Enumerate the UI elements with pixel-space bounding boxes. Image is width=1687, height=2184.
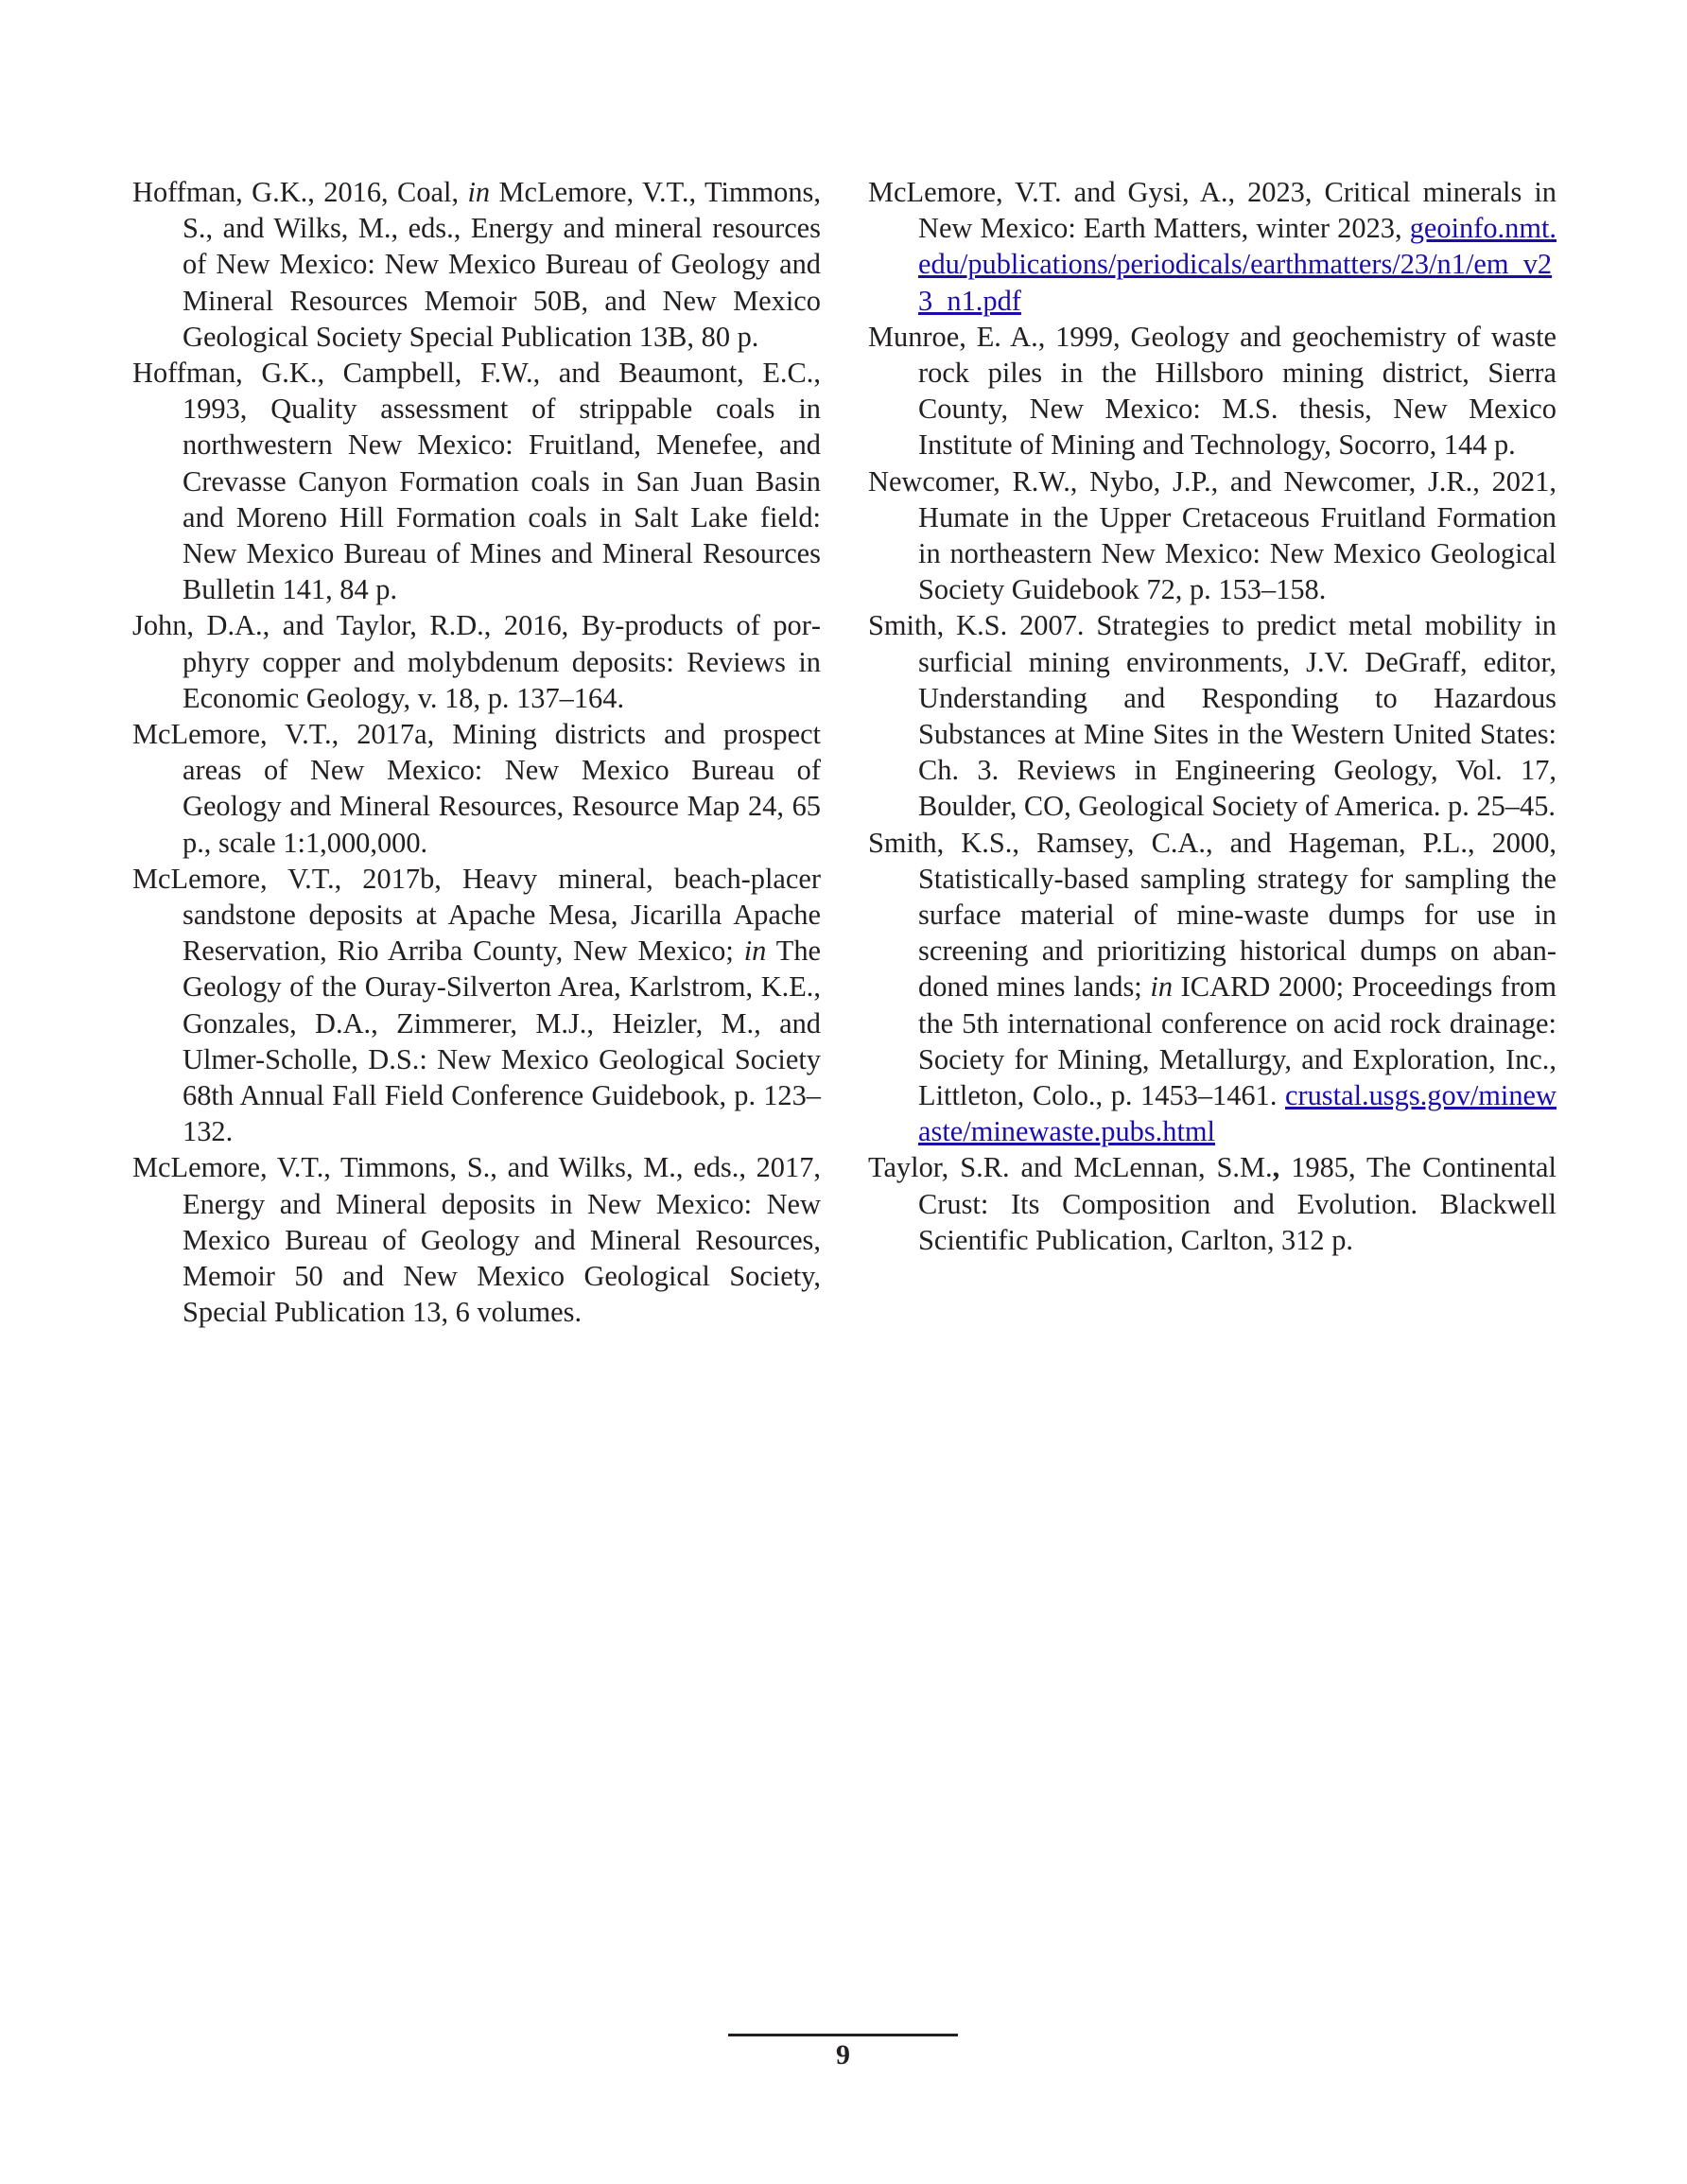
page-number: 9	[836, 2039, 850, 2070]
reference-text: John, D.A., and Taylor, R.D., 2016, By-products of porphyry copper and molybdenum deposits: Reviews in Economic Geology, v. 18, p. 137–164.	[132, 609, 821, 714]
reference-link[interactable]: geoinfo.nmt.edu/publications/periodicals/earthmatters/23/n1/em_v23_n1.pdf	[918, 212, 1557, 317]
reference-text: The Geology of the Ouray-Silverton Area, Karlstrom, K.E., Gonzales, D.A., Zimmerer, M.J., Heizler, M., and Ulmer-Scholle, D.S.: New Mexico Geological Society 68th Annual Fall Field Conference Guidebook, p. 123–132.	[183, 935, 821, 1148]
reference-text: ICARD 2000; Proceedings from the 5th international conference on acid rock drainage: Society for Mining, Metallurgy, and Exploration, Inc., Littleton, Colo., p. 1453–1461.	[918, 970, 1557, 1112]
reference-text: McLemore, V.T., Timmons, S., and Wilks, M., eds., Energy and mineral resources of New Mexico: New Mexico Bureau of Geology and Mineral Resources Memoir 50B, and New Mexico Geological Society Special Publication 13B, 80 p.	[183, 176, 821, 353]
references-right-column	[868, 174, 1557, 1258]
italic-text: in	[1150, 970, 1174, 1004]
references-left-column	[132, 174, 821, 1331]
reference-entry	[868, 607, 1557, 824]
reference-entry	[132, 174, 821, 355]
reference-text: McLemore, V.T., 2017a, Mining districts and prospect areas of New Mexico: New Mexico Bureau of Geology and Mineral Resources, Resource Map 24, 65 p., scale 1:1,000,000.	[132, 718, 821, 859]
reference-text: McLemore, V.T., 2017b, Heavy mineral, beach-placer sandstone deposits at Apache Mesa, Jicarilla Apache Reservation, Rio Arriba County, New Mexico;	[132, 862, 821, 968]
reference-text: Smith, K.S. 2007. Strategies to predict metal mobility in surficial mining environments, J.V. DeGraff, editor, Understanding and Responding to Hazardous Substances at Mine Sites in the Western United States: Ch. 3. Reviews in Engineering Geology, Vol. 17, Boulder, CO, Geological Society of America. p. 25–45.	[868, 609, 1557, 823]
reference-entry	[868, 463, 1557, 608]
reference-entry	[868, 825, 1557, 1150]
reference-entry	[868, 1149, 1557, 1258]
reference-text: Munroe, E. A., 1999, Geology and geochemistry of waste rock piles in the Hillsboro mining district, Sierra County, New Mexico: M.S. thesis, New Mexico Institute of Mining and Technology, Socorro, 144 p.	[868, 320, 1557, 462]
reference-entry	[132, 716, 821, 861]
reference-entry	[868, 174, 1557, 319]
reference-entry	[132, 861, 821, 1150]
reference-text: McLemore, V.T. and Gysi, A., 2023, Critical minerals in New Mexico: Earth Matters, winter 2023,	[868, 176, 1557, 245]
reference-text: Newcomer, R.W., Nybo, J.P., and Newcomer, J.R., 2021, Humate in the Upper Cretaceous Fruitland Formation in northeastern New Mexico: New Mexico Geological Society Guidebook 72, p. 153–158.	[868, 464, 1557, 606]
reference-link[interactable]: crustal.usgs.gov/minewaste/minewaste.pubs.html	[918, 1079, 1557, 1148]
bold-text: ,	[1272, 1151, 1280, 1184]
italic-text: in	[467, 176, 491, 208]
footer-rule	[728, 2034, 958, 2036]
italic-text: in	[743, 935, 767, 968]
reference-entry	[132, 607, 821, 716]
reference-entry	[868, 319, 1557, 463]
reference-entry	[132, 355, 821, 607]
reference-text: 1985, The Continental Crust: Its Composition and Evolution. Blackwell Scientific Publication, Carlton, 312 p.	[918, 1151, 1557, 1256]
reference-text: Hoffman, G.K., 2016, Coal,	[132, 176, 468, 208]
reference-text: Smith, K.S., Ramsey, C.A., and Hageman, P.L., 2000, Statistically-based sampling strategy for sampling the surface material of mine-waste dumps for use in screening and prioritizing historical dumps on abandoned mines lands;	[868, 826, 1557, 1004]
reference-text: Taylor, S.R. and McLennan, S.M.	[868, 1151, 1273, 1184]
reference-text: Hoffman, G.K., Campbell, F.W., and Beaumont, E.C., 1993, Quality assessment of strippable coals in northwestern New Mexico: Fruitland, Menefee, and Crevasse Canyon Formation coals in San Juan Basin and Moreno Hill Formation coals in Salt Lake field: New Mexico Bureau of Mines and Mineral Resources Bulletin 141, 84 p.	[132, 357, 821, 606]
reference-text: McLemore, V.T., Timmons, S., and Wilks, M., eds., 2017, Energy and Mineral deposits in New Mexico: New Mexico Bureau of Geology and Mineral Resources, Memoir 50 and New Mexico Geological Society, Special Publication 13, 6 volumes.	[132, 1151, 821, 1329]
reference-entry	[132, 1149, 821, 1330]
